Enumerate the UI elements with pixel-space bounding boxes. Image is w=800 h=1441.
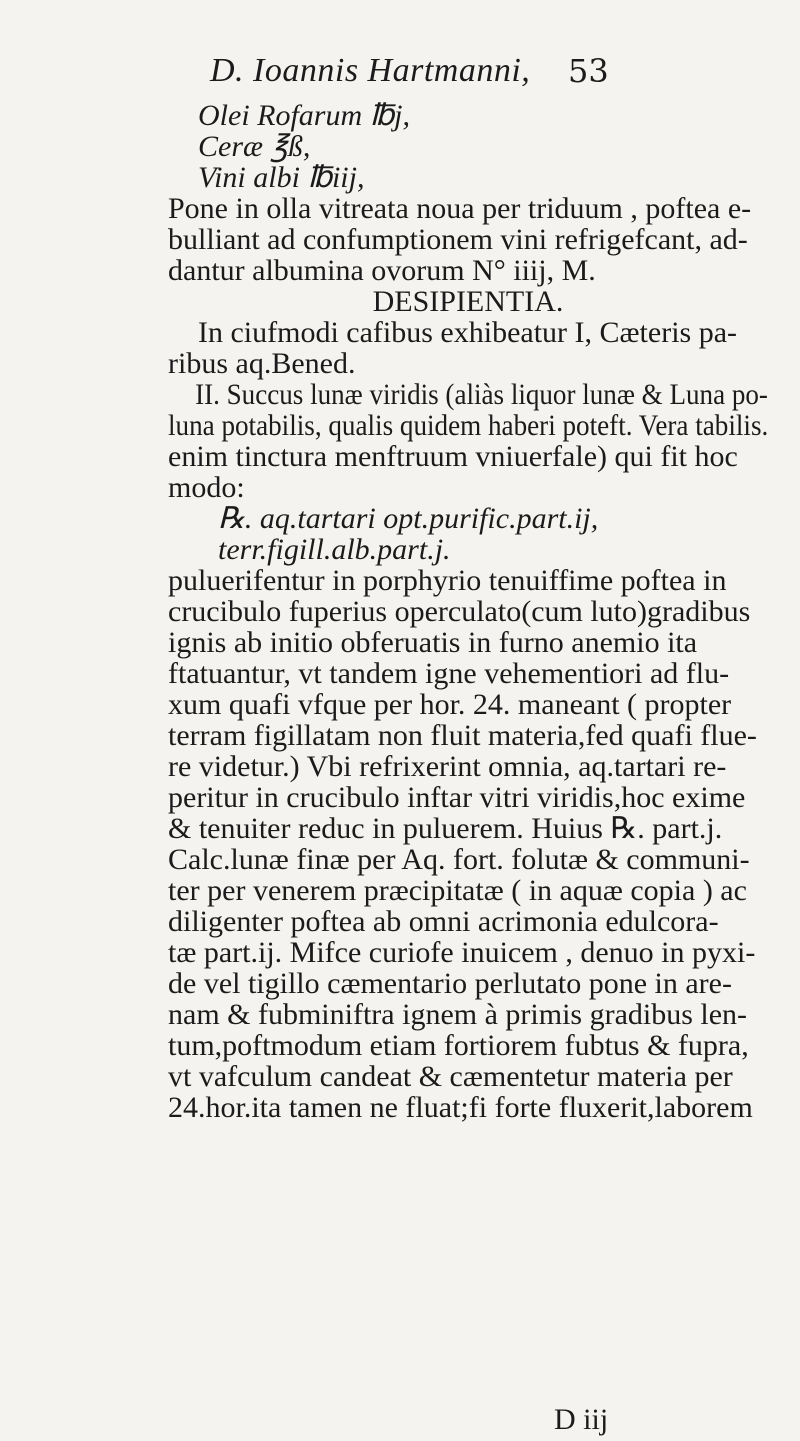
running-title: D. Ioannis Hartmanni,	[210, 52, 531, 89]
text-line: vt vafculum candeat & cæmentetur materia per	[168, 1060, 733, 1093]
signature-mark: D iij	[554, 1403, 609, 1436]
text-line: ftatuantur, vt tandem igne vehementiori ad flu-	[168, 657, 730, 690]
page-body	[168, 100, 768, 1123]
text-line: re videtur.) Vbi refrixerint omnia, aq.tartari re-	[168, 750, 727, 783]
text-line: II. Succus lunæ viridis (aliàs liquor lunæ & Luna po-	[195, 378, 768, 411]
page-header	[0, 52, 800, 98]
text-line: tæ part.ij. Mifce curiofe inuicem , denuo in pyxi-	[168, 936, 756, 969]
text-line: modo:	[168, 471, 245, 504]
text-line: nam & fubminiftra ignem à primis gradibus len-	[168, 998, 748, 1031]
text-line: ribus aq.Bened.	[168, 347, 356, 380]
text-line: ter per venerem præcipitatæ ( in aquæ copia ) ac	[168, 874, 747, 907]
text-line: de vel tigillo cæmentario perlutato pone in are-	[168, 967, 732, 1000]
text-line: crucibulo fuperius operculato(cum luto)gradibus	[168, 595, 751, 628]
text-line: bulliant ad confumptionem vini refrigefcant, ad-	[168, 223, 748, 256]
text-line: tum,poftmodum etiam fortiorem fubtus & fupra,	[168, 1029, 749, 1062]
text-line: Olei Rofarum ℔j,	[198, 99, 411, 132]
text-line: Ceræ ℥ß,	[198, 130, 311, 163]
text-line: 24.hor.ita tamen ne fluat;fi forte fluxerit,laborem	[168, 1091, 753, 1124]
text-line: terram figillatam non fluit materia,fed quafi flue-	[168, 719, 757, 752]
page-number: 53	[568, 52, 609, 90]
text-line: dantur albumina ovorum N° iiij, M.	[168, 254, 596, 287]
text-line: xum quafi vfque per hor. 24. maneant ( propter	[168, 688, 732, 721]
text-line: Pone in olla vitreata noua per triduum , poftea e-	[168, 192, 752, 225]
text-line: In ciufmodi cafibus exhibeatur I, Cæteris pa-	[198, 316, 738, 349]
text-line: Vini albi ℔iij,	[198, 161, 365, 194]
text-line: luna potabilis, qualis quidem haberi poteft. Vera tabilis.	[168, 409, 769, 442]
recipe-line: terr.figill.alb.part.j.	[218, 533, 451, 566]
text-line: enim tinctura menftruum vniuerfale) qui fit hoc	[168, 440, 738, 473]
text-line: Calc.lunæ finæ per Aq. fort. folutæ & communi-	[168, 843, 750, 876]
text-line: ignis ab initio obferuatis in furno anemio ita	[168, 626, 698, 659]
text-line: & tenuiter reduc in puluerem. Huius ℞. part.j.	[168, 812, 723, 845]
recipe-line: ℞. aq.tartari opt.purific.part.ij,	[218, 502, 599, 535]
section-heading: DESIPIENTIA.	[372, 285, 564, 318]
text-line: diligenter poftea ab omni acrimonia edulcora-	[168, 905, 719, 938]
text-line: puluerifentur in porphyrio tenuiffime poftea in	[168, 564, 727, 597]
text-line: peritur in crucibulo inftar vitri viridis,hoc exime	[168, 781, 746, 814]
